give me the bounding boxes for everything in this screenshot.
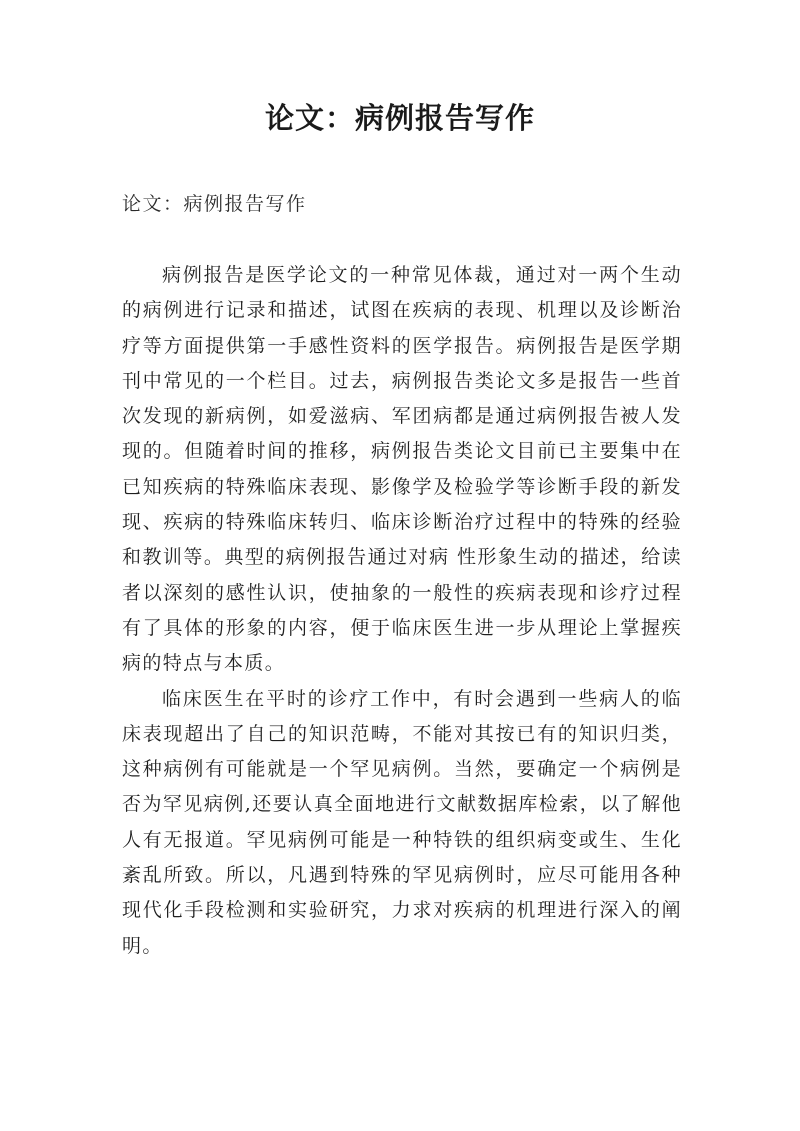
document-subtitle: 论文：病例报告写作 xyxy=(122,193,307,215)
document-title: 论文：病例报告写作 xyxy=(264,101,535,135)
paragraph-2: 临床医生在平时的诊疗工作中，有时会遇到一些病人的临床表现超出了自己的知识范畴，不能对其按已有的知识归类，这种病例有可能就是一个罕见病例。当然，要确定一个病例是否为罕见病例,还要认真全面地进行文献数据库检索，以了解他人有无报道。罕见病例可能是一种特铁的组织病变或生、生化紊乱所致。所以，凡遇到特殊的罕见病例时，应尽可能用各种现代化手段检测和实验研究，力求对疾病的机理进行深入的阐明。 xyxy=(122,687,682,957)
paragraph-1: 病例报告是医学论文的一种常见体裁，通过对一两个生动的病例进行记录和描述，试图在疾病的表现、机理以及诊断治疗等方面提供第一手感性资料的医学报告。病例报告是医学期刊中常见的一个栏目。过去，病例报告类论文多是报告一些首次发现的新病例，如爱滋病、军团病都是通过病例报告被人发现的。但随着时间的推移，病例报告类论文目前已主要集中在已知疾病的特殊临床表现、影像学及检验学等诊断手段的新发现、疾病的特殊临床转归、临床诊断治疗过程中的特殊的经验和教训等。典型的病例报告通过对病 性形象生动的描述，给读者以深刻的感性认识，使抽象的一般性的疾病表现和诊疗过程有了具体的形象的内容，便于临床医生进一步从理论上掌握疾病的特点与本质。 xyxy=(122,264,682,675)
document-body xyxy=(122,258,682,964)
